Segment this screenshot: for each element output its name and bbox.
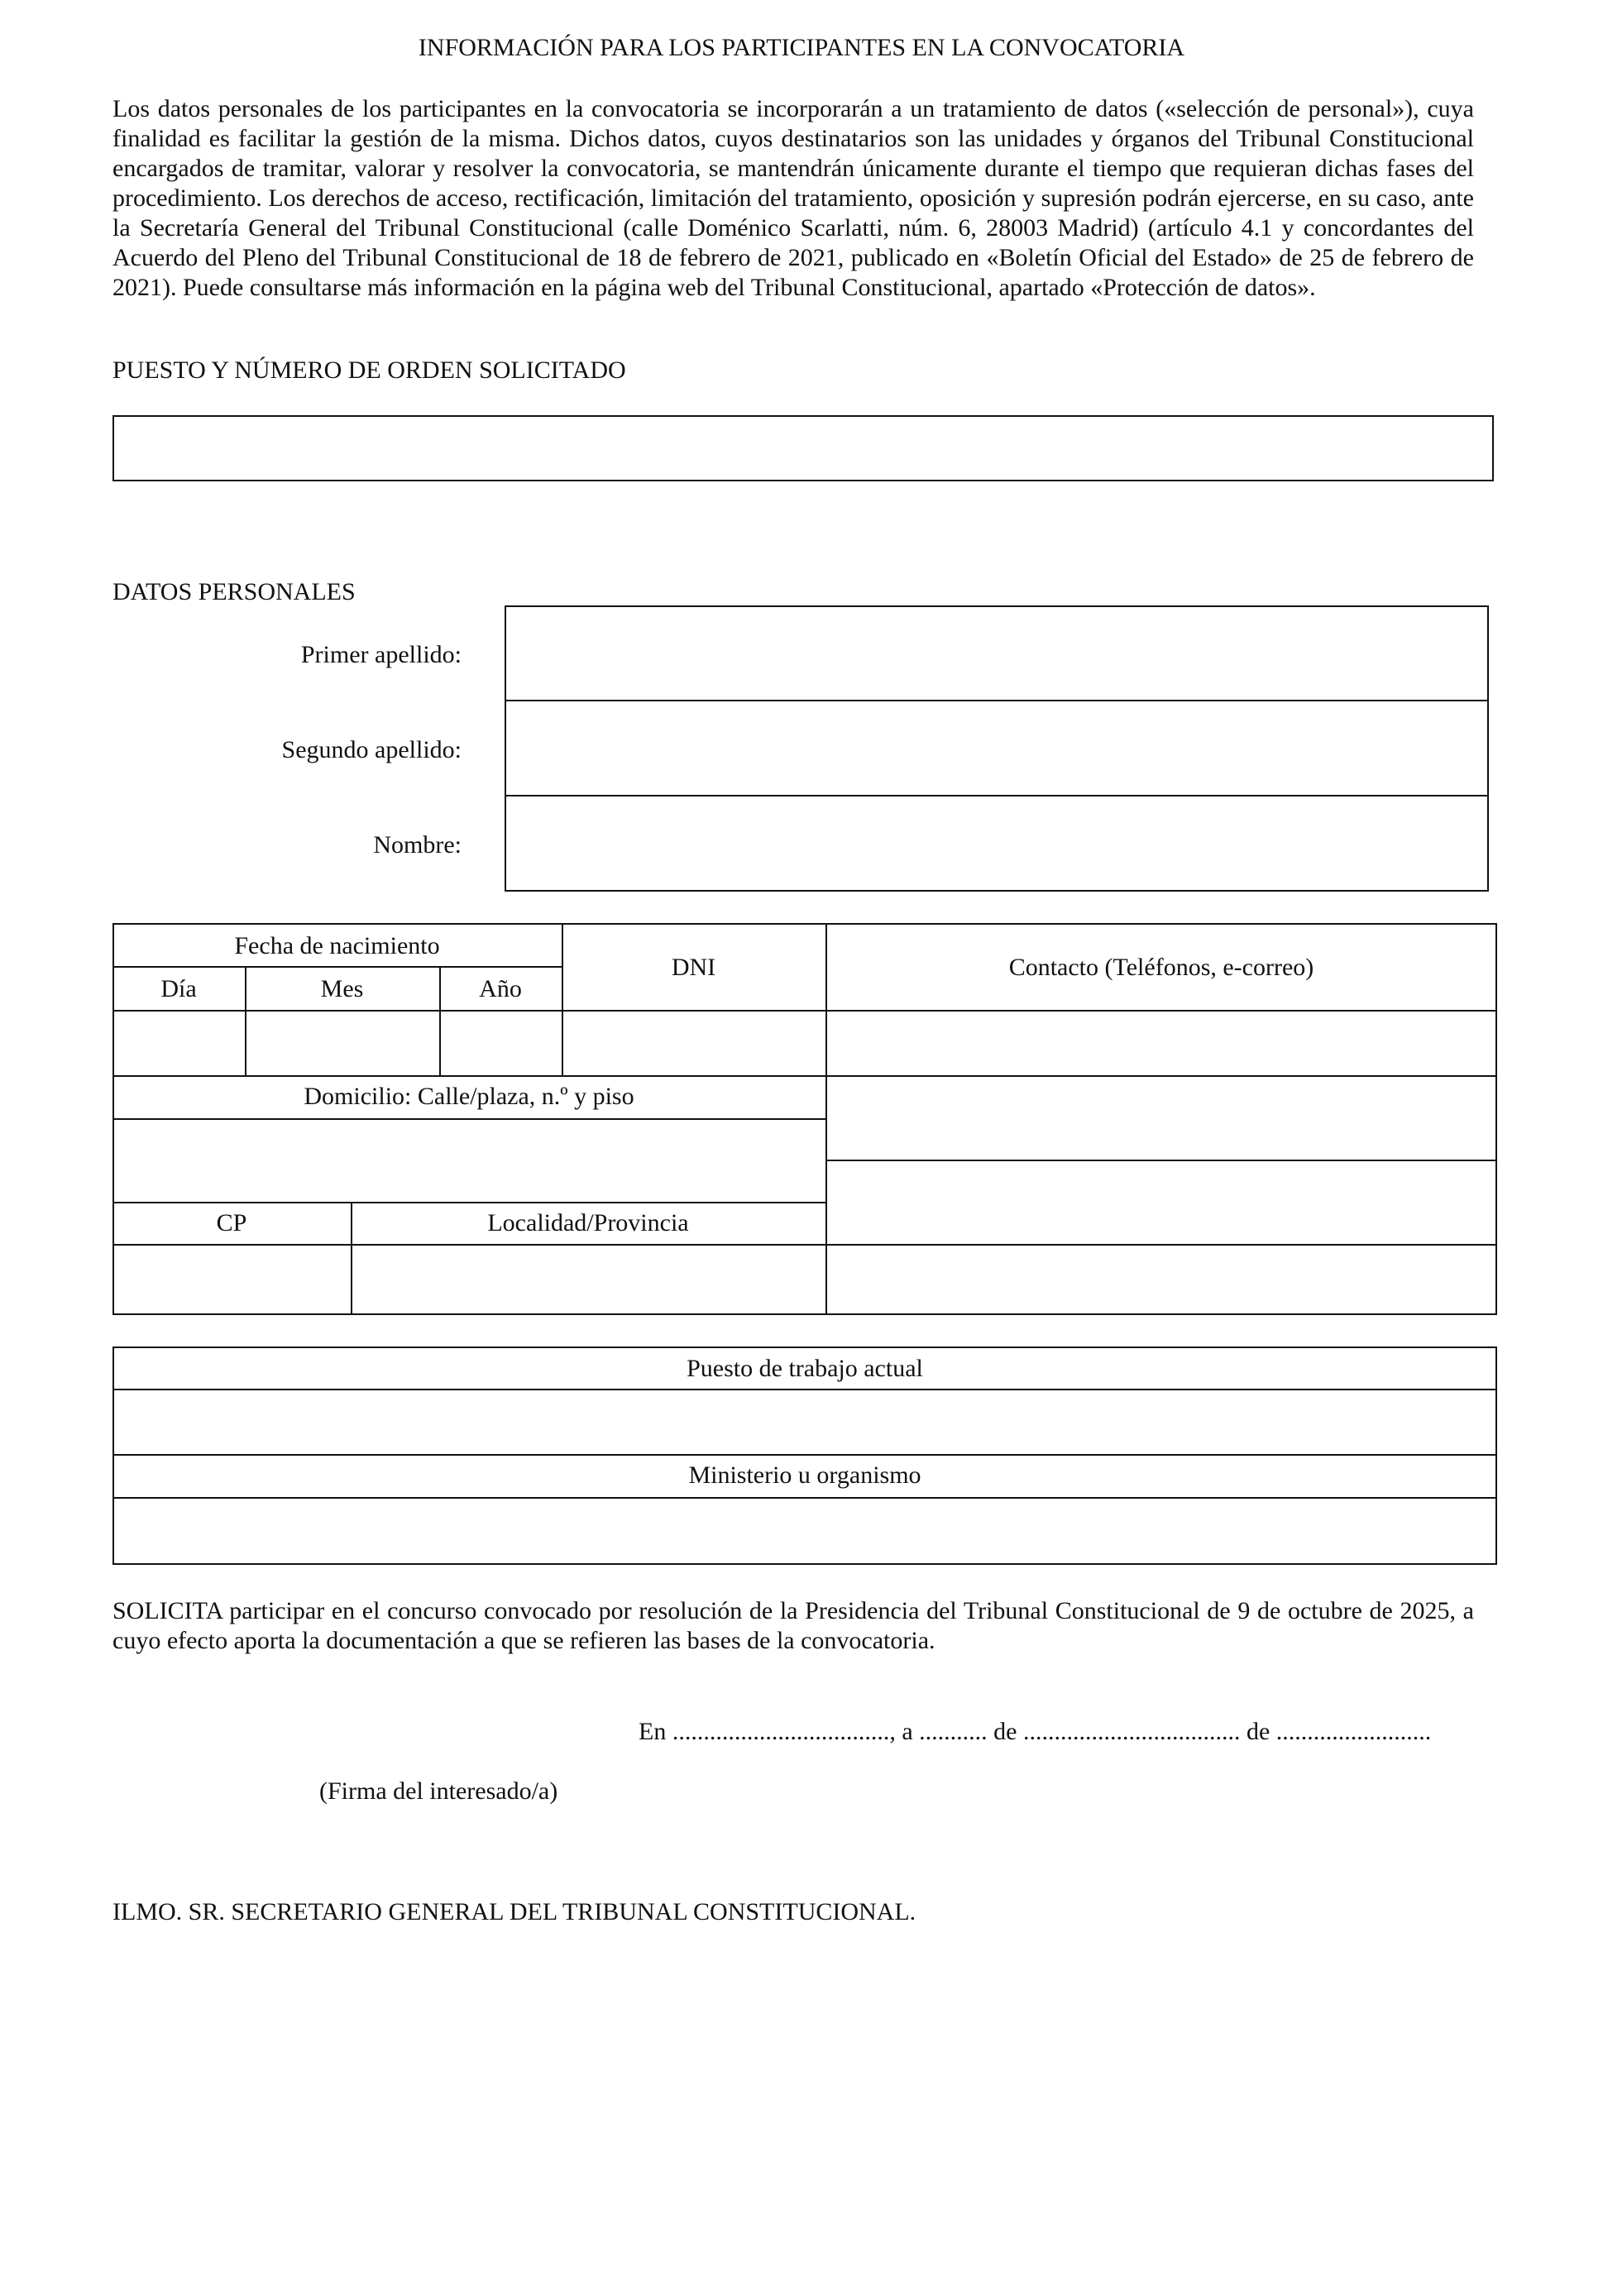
mes-header: Mes bbox=[320, 975, 364, 1002]
divider bbox=[505, 795, 1489, 796]
ministerio-input[interactable] bbox=[116, 1500, 1494, 1562]
divider bbox=[112, 1244, 825, 1246]
divider bbox=[112, 966, 562, 968]
divider bbox=[112, 1118, 825, 1120]
cp-header: CP bbox=[216, 1209, 247, 1236]
divider bbox=[112, 1389, 1497, 1390]
primer-apellido-input[interactable] bbox=[508, 609, 1486, 698]
contacto-input[interactable] bbox=[829, 1013, 1494, 1074]
divider bbox=[112, 1454, 1497, 1456]
puesto-actual-header: Puesto de trabajo actual bbox=[687, 1355, 923, 1382]
domicilio-input[interactable] bbox=[116, 1122, 824, 1200]
divider bbox=[112, 1010, 1497, 1012]
divider bbox=[505, 700, 1489, 701]
puesto-label: PUESTO Y NÚMERO DE ORDEN SOLICITADO bbox=[112, 356, 626, 384]
firma-label: (Firma del interesado/a) bbox=[319, 1777, 558, 1805]
divider bbox=[112, 1075, 1497, 1077]
localidad-input[interactable] bbox=[354, 1247, 824, 1312]
dia-input[interactable] bbox=[116, 1013, 243, 1074]
cp-input[interactable] bbox=[116, 1247, 349, 1312]
nombre-label: Nombre: bbox=[373, 831, 462, 859]
segundo-apellido-input[interactable] bbox=[508, 703, 1486, 793]
fecha-linea: En ..................................., a ........... de ................................... de ......................... bbox=[639, 1718, 1432, 1745]
dia-header: Día bbox=[160, 975, 197, 1002]
info-paragraph: Los datos personales de los participantes en la convocatoria se incorporarán a un tratamiento de datos («selección de personal»), cuya finalidad es facilitar la gestión de la misma. Dichos datos, cuyos destinatarios son las unidades y órganos del Tribunal Constitucional encargados de tramitar, valorar y resolver la convocatoria, se mantendrán únicamente durante el tiempo que requieran dichas fases del procedimiento. Los derechos de acceso, rectificación, limitación del tratamiento, oposición y supresión podrán ejercerse, en su caso, ante la Secretaría General del Tribunal Constitucional (calle Doménico Scarlatti, núm. 6, 28003 Madrid) (artículo 4.1 y concordantes del Acuerdo del Pleno del Tribunal Constitucional de 18 de febrero de 2021, publicado en «Boletín Oficial del Estado» de 25 de febrero de 2021). Puede consultarse más información en la página web del Tribunal Constitucional, apartado «Protección de datos». bbox=[112, 95, 1474, 301]
solicitud-text: SOLICITA participar en el concurso convocado por resolución de la Presidencia del Tribunal Constitucional de 9 de octubre de 2025, a cuyo efecto aporta la documentación a que se refieren las bases de la convocatoria. bbox=[112, 1597, 1474, 1654]
divider bbox=[825, 1160, 1497, 1161]
contacto-input[interactable] bbox=[829, 1079, 1494, 1158]
dni-header: DNI bbox=[671, 954, 716, 981]
contacto-input[interactable] bbox=[829, 1163, 1494, 1242]
dni-input[interactable] bbox=[565, 1013, 824, 1074]
puesto-actual-input[interactable] bbox=[116, 1392, 1494, 1452]
domicilio-header: Domicilio: Calle/plaza, n.º y piso bbox=[304, 1083, 634, 1110]
divider bbox=[562, 923, 563, 1077]
divider bbox=[112, 1202, 825, 1203]
divider bbox=[112, 1497, 1497, 1499]
datos-personales-heading: DATOS PERSONALES bbox=[112, 578, 356, 605]
mes-input[interactable] bbox=[248, 1013, 438, 1074]
anio-header: Año bbox=[479, 975, 522, 1002]
contacto-header: Contacto (Teléfonos, e-correo) bbox=[1008, 954, 1314, 981]
destinatario: ILMO. SR. SECRETARIO GENERAL DEL TRIBUNAL CONSTITUCIONAL. bbox=[112, 1898, 916, 1925]
nombre-input[interactable] bbox=[508, 798, 1486, 888]
ministerio-header: Ministerio u organismo bbox=[688, 1461, 921, 1489]
primer-apellido-label: Primer apellido: bbox=[300, 641, 462, 668]
divider bbox=[825, 1244, 1497, 1246]
document-title: INFORMACIÓN PARA LOS PARTICIPANTES EN LA CONVOCATORIA bbox=[418, 34, 1185, 61]
contacto-input[interactable] bbox=[829, 1247, 1494, 1312]
anio-input[interactable] bbox=[443, 1013, 560, 1074]
puesto-input[interactable] bbox=[112, 415, 1494, 481]
localidad-header: Localidad/Provincia bbox=[487, 1209, 689, 1236]
segundo-apellido-label: Segundo apellido: bbox=[281, 736, 462, 763]
fecha-nacimiento-header: Fecha de nacimiento bbox=[234, 932, 440, 959]
